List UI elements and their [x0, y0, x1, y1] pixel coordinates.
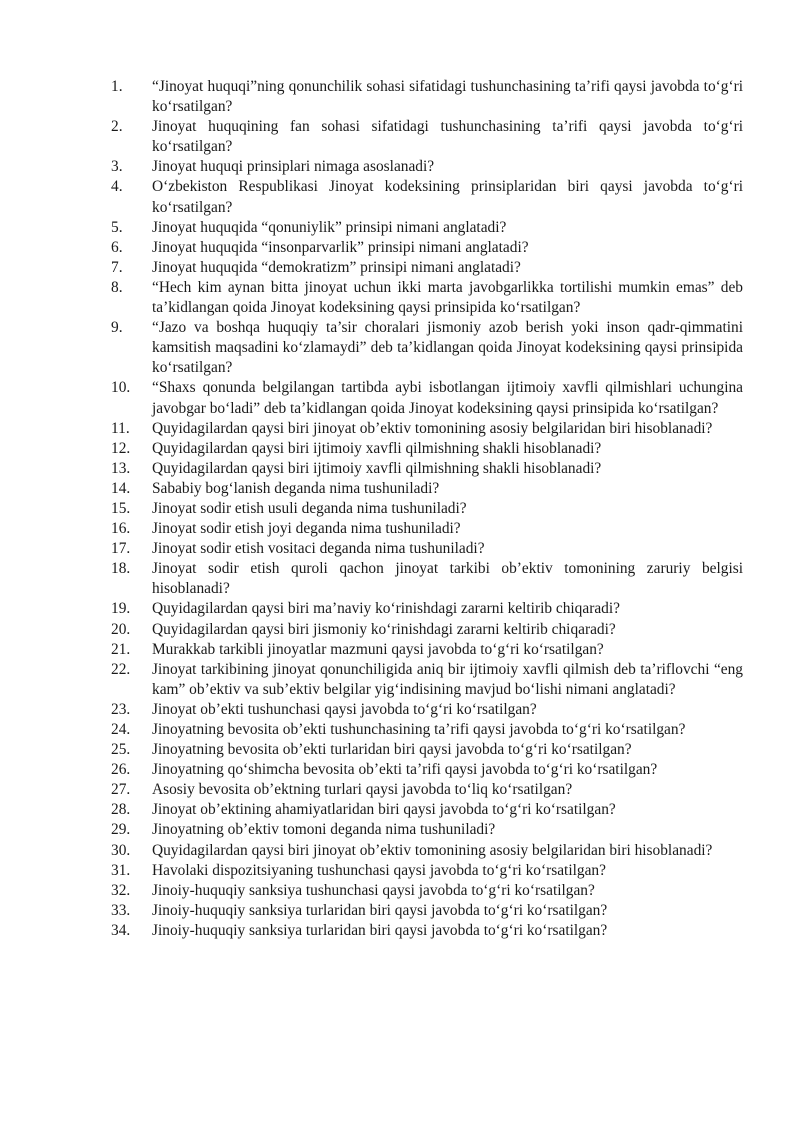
question-text: “Shaxs qonunda belgilangan tartibda aybi isbotlangan ijtimoiy xavfli qilmishlari uchungina javobgar bo‘ladi” deb ta’kidlangan qoida Jinoyat kodeksining qaysi prinsipida ko‘rsatilgan?: [152, 379, 743, 417]
question-text: Jinoyat huquqida “insonparvarlik” prinsipi nimani anglatadi?: [152, 238, 529, 256]
question-item: [111, 640, 743, 660]
question-item: [111, 660, 743, 700]
question-number: 18.: [111, 560, 131, 578]
question-number: 23.: [111, 700, 131, 718]
question-number: 33.: [111, 901, 131, 919]
question-number: 4.: [111, 178, 123, 196]
question-item: [111, 157, 743, 177]
question-item: [111, 539, 743, 559]
question-item: [111, 901, 743, 921]
question-text: O‘zbekiston Respublikasi Jinoyat kodeksining prinsiplaridan biri qaysi javobda to‘g‘ri ko‘rsatilgan?: [152, 178, 743, 216]
question-number: 14.: [111, 479, 131, 497]
question-text: “Jazo va boshqa huquqiy ta’sir choralari jismoniy azob berish yoki inson qadr-qimmatini kamsitish maqsadini ko‘zlamaydi” deb ta’kidlangan qoida Jinoyat kodeksining qaysi prinsipida ko‘rsatilgan?: [152, 319, 743, 377]
question-number: 27.: [111, 781, 131, 799]
question-item: [111, 258, 743, 278]
question-text: Quyidagilardan qaysi biri ma’naviy ko‘rinishdagi zararni keltirib chiqaradi?: [152, 600, 620, 618]
question-number: 12.: [111, 439, 131, 457]
question-number: 29.: [111, 821, 131, 839]
question-text: Jinoyat sodir etish vositaci deganda nima tushuniladi?: [152, 540, 485, 558]
question-item: [111, 820, 743, 840]
question-text: Asosiy bevosita ob’ektning turlari qaysi javobda to‘liq ko‘rsatilgan?: [152, 781, 573, 799]
question-item: [111, 117, 743, 157]
question-text: Sababiy bog‘lanish deganda nima tushuniladi?: [152, 479, 440, 497]
question-number: 5.: [111, 218, 123, 236]
question-text: Jinoyatning bevosita ob’ekti turlaridan biri qaysi javobda to‘g‘ri ko‘rsatilgan?: [152, 741, 632, 759]
question-text: “Hech kim aynan bitta jinoyat uchun ikki marta javobgarlikka tortilishi mumkin emas” deb ta’kidlangan qoida Jinoyat kodeksining qaysi prinsipida ko‘rsatilgan?: [152, 278, 743, 317]
question-number: 22.: [111, 660, 131, 678]
question-number: 16.: [111, 520, 131, 538]
question-text: Jinoiy-huquqiy sanksiya tushunchasi qaysi javobda to‘g‘ri ko‘rsatilgan?: [152, 881, 595, 899]
question-text: Jinoyat huquqida “demokratizm” prinsipi nimani anglatadi?: [152, 258, 521, 276]
question-text: Jinoiy-huquqiy sanksiya turlaridan biri qaysi javobda to‘g‘ri ko‘rsatilgan?: [152, 921, 608, 939]
question-item: [111, 720, 743, 740]
question-number: 31.: [111, 861, 131, 879]
question-text: Jinoyat sodir etish usuli deganda nima tushuniladi?: [152, 499, 467, 517]
question-item: [111, 439, 743, 459]
question-number: 2.: [111, 118, 123, 136]
question-text: Jinoyat ob’ekti tushunchasi qaysi javobda to‘g‘ri ko‘rsatilgan?: [152, 700, 537, 718]
question-number: 11.: [111, 419, 130, 437]
question-item: [111, 740, 743, 760]
question-number: 6.: [111, 238, 123, 256]
question-item: [111, 780, 743, 800]
question-text: Quyidagilardan qaysi biri ijtimoiy xavfli qilmishning shakli hisoblanadi?: [152, 459, 602, 477]
question-item: [111, 77, 743, 117]
question-item: [111, 519, 743, 539]
question-number: 3.: [111, 158, 123, 176]
question-item: [111, 800, 743, 820]
question-number: 8.: [111, 278, 123, 296]
question-item: [111, 318, 743, 378]
question-text: Havolaki dispozitsiyaning tushunchasi qaysi javobda to‘g‘ri ko‘rsatilgan?: [152, 861, 606, 879]
question-text: Murakkab tarkibli jinoyatlar mazmuni qaysi javobda to‘g‘ri ko‘rsatilgan?: [152, 640, 604, 658]
question-item: [111, 238, 743, 258]
question-number: 21.: [111, 640, 131, 658]
question-number: 1.: [111, 78, 123, 95]
question-number: 19.: [111, 600, 131, 618]
question-text: Jinoyatning ob’ektiv tomoni deganda nima tushuniladi?: [152, 821, 496, 839]
question-number: 9.: [111, 319, 123, 337]
question-item: [111, 760, 743, 780]
question-text: Jinoyat huquqida “qonuniylik” prinsipi nimani anglatadi?: [152, 218, 507, 236]
question-item: [111, 378, 743, 418]
question-item: [111, 599, 743, 619]
question-number: 13.: [111, 459, 131, 477]
question-number: 34.: [111, 921, 131, 939]
question-number: 17.: [111, 540, 131, 558]
question-text: Jinoyat ob’ektining ahamiyatlaridan biri qaysi javobda to‘g‘ri ko‘rsatilgan?: [152, 801, 616, 819]
question-item: [111, 559, 743, 599]
question-number: 32.: [111, 881, 131, 899]
question-number: 10.: [111, 379, 131, 397]
question-number: 28.: [111, 801, 131, 819]
question-text: Quyidagilardan qaysi biri jinoyat ob’ektiv tomonining asosiy belgilaridan biri hisoblanadi?: [152, 419, 713, 437]
question-number: 20.: [111, 620, 131, 638]
question-number: 26.: [111, 761, 131, 779]
question-text: Jinoyatning qo‘shimcha bevosita ob’ekti ta’rifi qaysi javobda to‘g‘ri ko‘rsatilgan?: [152, 761, 658, 779]
question-text: Jinoyat huquqi prinsiplari nimaga asoslanadi?: [152, 158, 435, 176]
question-text: Jinoyat sodir etish quroli qachon jinoyat tarkibi ob’ektiv tomonining zaruriy belgisi hisoblanadi?: [152, 560, 743, 598]
question-number: 24.: [111, 721, 131, 738]
question-text: Jinoiy-huquqiy sanksiya turlaridan biri qaysi javobda to‘g‘ri ko‘rsatilgan?: [152, 901, 608, 919]
question-item: [111, 218, 743, 238]
question-item: [111, 499, 743, 519]
question-item: [111, 881, 743, 901]
question-text: Quyidagilardan qaysi biri jismoniy ko‘rinishdagi zararni keltirib chiqaradi?: [152, 620, 616, 638]
question-number: 7.: [111, 258, 123, 276]
question-text: Jinoyat huquqining fan sohasi sifatidagi tushunchasining ta’rifi qaysi javobda to‘g‘ri ko‘rsatilgan?: [152, 118, 743, 156]
question-item: [111, 921, 743, 941]
question-item: [111, 419, 743, 439]
question-item: [111, 459, 743, 479]
question-text: Jinoyat sodir etish joyi deganda nima tushuniladi?: [152, 520, 461, 538]
question-text: Jinoyat tarkibining jinoyat qonunchiligida aniq bir ijtimoiy xavfli qilmish deb ta’riflovchi “eng kam” ob’ektiv va sub’ektiv belgilar yig‘indisining mavjud bo‘lishi nimani anglatadi?: [152, 660, 743, 698]
question-number: 15.: [111, 499, 131, 517]
question-item: [111, 841, 743, 861]
question-text: Quyidagilardan qaysi biri jinoyat ob’ektiv tomonining asosiy belgilaridan biri hisoblanadi?: [152, 841, 713, 859]
question-number: 25.: [111, 741, 131, 759]
question-item: [111, 177, 743, 217]
question-item: [111, 620, 743, 640]
question-list: [111, 77, 743, 941]
question-text: Quyidagilardan qaysi biri ijtimoiy xavfli qilmishning shakli hisoblanadi?: [152, 439, 602, 457]
question-text: “Jinoyat huquqi”ning qonunchilik sohasi sifatidagi tushunchasining ta’rifi qaysi javobda to‘g‘ri ko‘rsatilgan?: [152, 78, 743, 116]
question-item: [111, 861, 743, 881]
question-item: [111, 700, 743, 720]
question-item: [111, 479, 743, 499]
question-number: 30.: [111, 841, 131, 859]
question-text: Jinoyatning bevosita ob’ekti tushunchasining ta’rifi qaysi javobda to‘g‘ri ko‘rsatilgan?: [152, 721, 686, 738]
question-item: [111, 278, 743, 318]
